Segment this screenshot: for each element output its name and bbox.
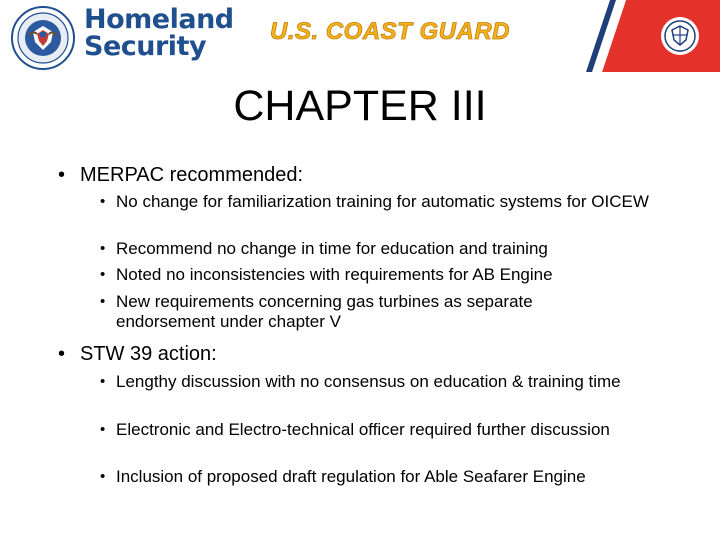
slide-body: • MERPAC recommended: • No change for familiarization training for automatic systems for OICEW • Recommend no change in time for education and training • Noted no inconsistencies with requirements for AB Engine • New requirements concerning gas turbines as separate endorsement under chapter V • STW 39 action: • Lengthy discussion with no consensus on education & training time • Electronic and Electro-technical officer required further discussion • Inclusion of proposed draft regulation for Able Seafarer Engine (58, 164, 649, 486)
dhs-line1: Homeland (84, 4, 234, 35)
bullet-icon: • (58, 343, 66, 365)
bullet-icon: • (100, 421, 106, 438)
bullet-icon: • (100, 293, 106, 310)
bullet-icon: • (100, 240, 106, 257)
bullet-icon: • (100, 373, 106, 390)
bullet-icon: • (100, 266, 106, 283)
slide-title: CHAPTER III (233, 82, 487, 130)
dhs-line2: Security (84, 31, 207, 62)
bullet-icon: • (100, 193, 106, 210)
uscg-wordmark: U.S. COAST GUARD (270, 18, 511, 45)
bullet-icon: • (58, 164, 66, 186)
bullet-icon: • (100, 468, 106, 485)
